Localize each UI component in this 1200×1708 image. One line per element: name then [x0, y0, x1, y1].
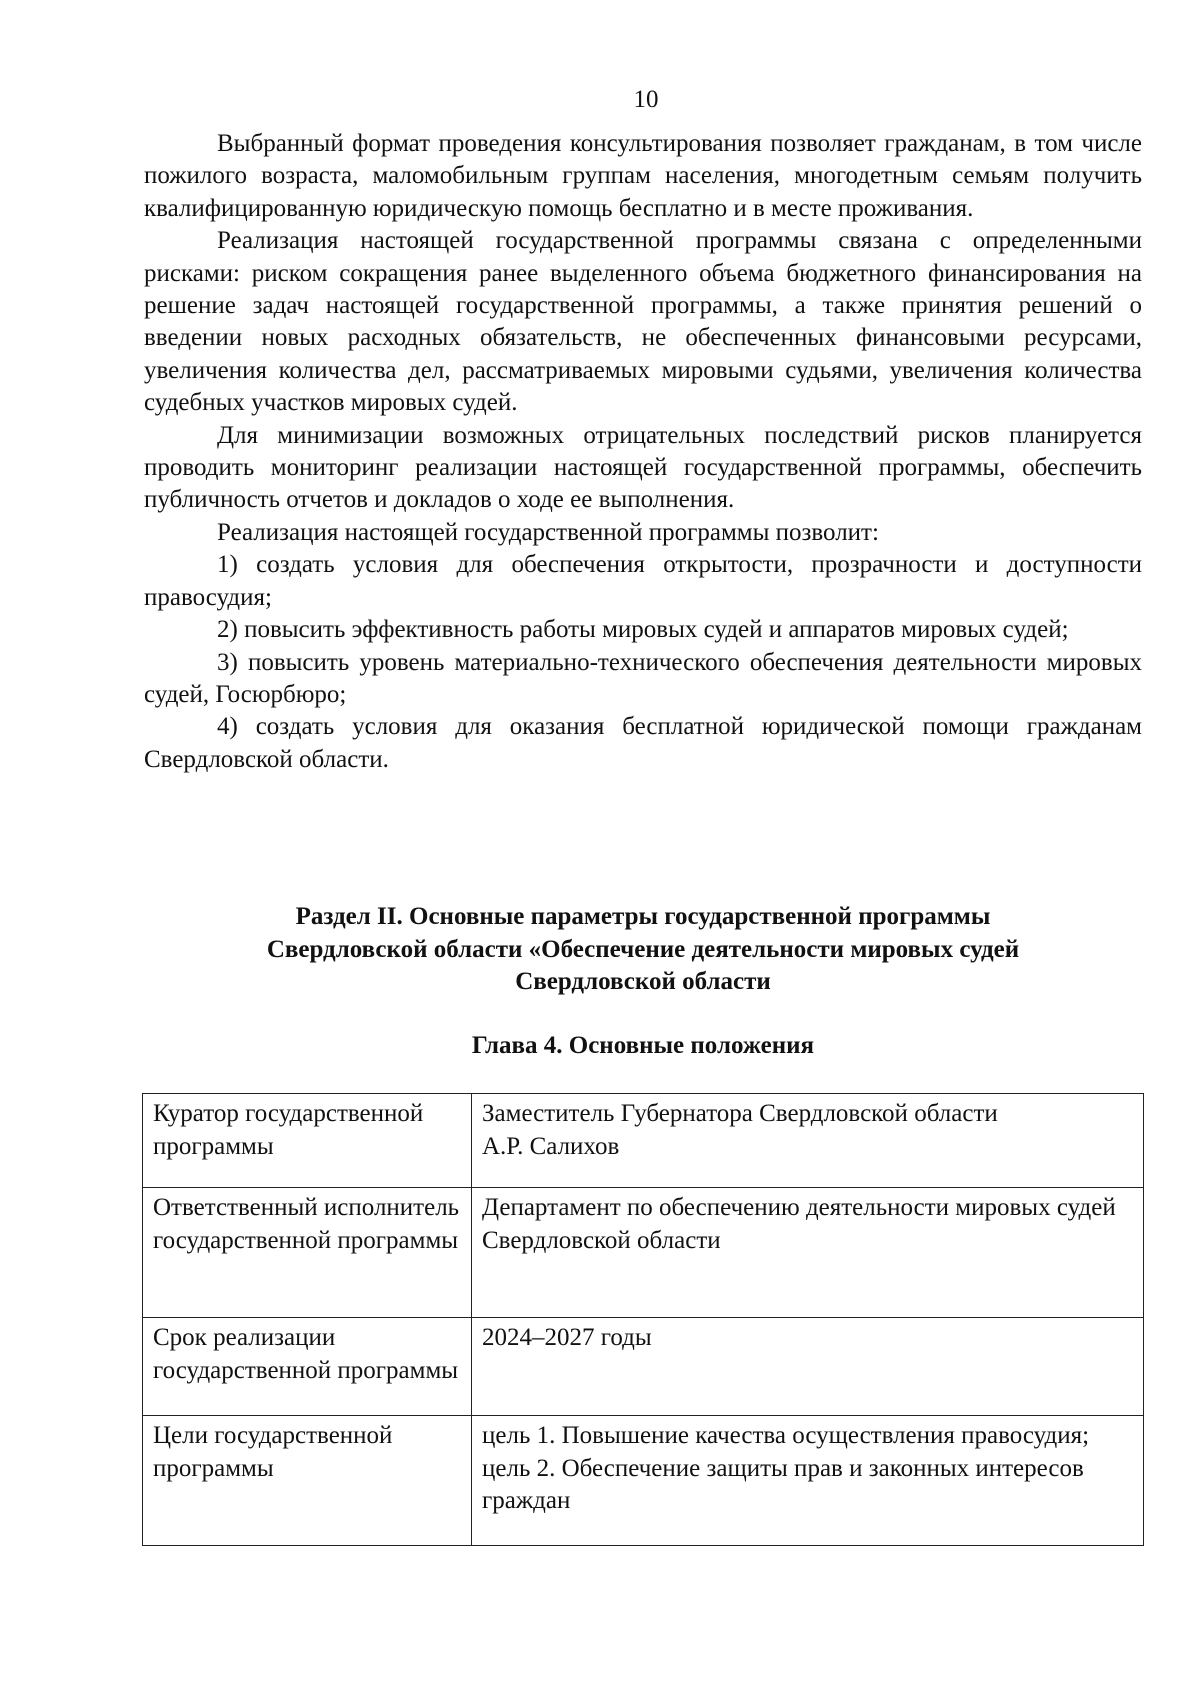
table-row — [143, 1188, 1144, 1318]
table-cell-label: Ответственный исполнитель государственной программы — [143, 1188, 472, 1318]
table-cell-label: Срок реализации государственной программы — [143, 1318, 472, 1416]
table-cell-line: 2024–2027 годы — [482, 1324, 652, 1351]
list-item-outcome-1: 1) создать условия для обеспечения открытости, прозрачности и доступности правосудия; — [144, 551, 1142, 611]
paragraph-risk-minimization: Для минимизации возможных отрицательных последствий рисков планируется проводить мониторинг реализации настоящей государственной программы, обеспечить публичность отчетов и докладов о ходе ее выполнения. — [144, 421, 1142, 514]
list-item-outcome-4: 4) создать условия для оказания бесплатной юридической помощи гражданам Свердловской области. — [144, 713, 1142, 773]
body-text — [144, 128, 1142, 776]
paragraph-program-outcomes-intro: Реализация настоящей государственной программы позволит: — [217, 518, 879, 546]
table-cell-line: цель 1. Повышение качества осуществления правосудия; — [482, 1422, 1090, 1449]
page-number: 10 — [633, 86, 659, 113]
table-cell-line: Заместитель Губернатора Свердловской области — [482, 1100, 998, 1127]
table-cell-line: Департамент по обеспечению деятельности мировых судей Свердловской области — [482, 1194, 1116, 1254]
table-cell-line: А.Р. Салихов — [482, 1132, 620, 1160]
table-cell-label: Цели государственной программы — [143, 1416, 472, 1546]
table-row — [143, 1318, 1144, 1416]
chapter-title: Глава 4. Основные положения — [471, 1032, 815, 1059]
section-title-line-2: Свердловской области «Обеспечение деятельности мировых судей — [266, 935, 1020, 963]
table-cell-value — [472, 1188, 1144, 1318]
section-title-line-1: Раздел II. Основные параметры государственной программы — [295, 903, 991, 930]
paragraph-risks: Реализация настоящей государственной программы связана с определенными рисками: риском сокращения ранее выделенного объема бюджетного финансирования на решение задач настоящей государственной программы, а также принятия решений о введении новых расходных обязательств, не обеспеченных финансовыми ресурсами, увеличения количества дел, рассматриваемых мировыми судьями, увеличения количества судебных участков мировых судей. — [144, 227, 1142, 417]
table-row — [143, 1094, 1144, 1188]
list-item-outcome-3: 3) повысить уровень материально-технического обеспечения деятельности мировых судей, Госюрбюро; — [144, 648, 1142, 708]
table-cell-value — [472, 1416, 1144, 1546]
paragraph-consulting-format: Выбранный формат проведения консультирования позволяет гражданам, в том числе пожилого возраста, маломобильным группам населения, многодетным семьям получить квалифицированную юридическую помощь бесплатно и в месте проживания. — [144, 130, 1142, 222]
table-cell-value — [472, 1094, 1144, 1188]
table-cell-value — [472, 1318, 1144, 1416]
section-title — [144, 901, 1142, 999]
table-cell-label: Куратор государственной программы — [143, 1094, 472, 1188]
program-parameters-table — [142, 1093, 1144, 1546]
table-row — [143, 1416, 1144, 1546]
list-item-outcome-2: 2) повысить эффективность работы мировых судей и аппаратов мировых судей; — [217, 616, 1069, 644]
section-title-line-3: Свердловской области — [515, 968, 771, 995]
table-cell-line: цель 2. Обеспечение защиты прав и законных интересов граждан — [482, 1454, 1084, 1514]
